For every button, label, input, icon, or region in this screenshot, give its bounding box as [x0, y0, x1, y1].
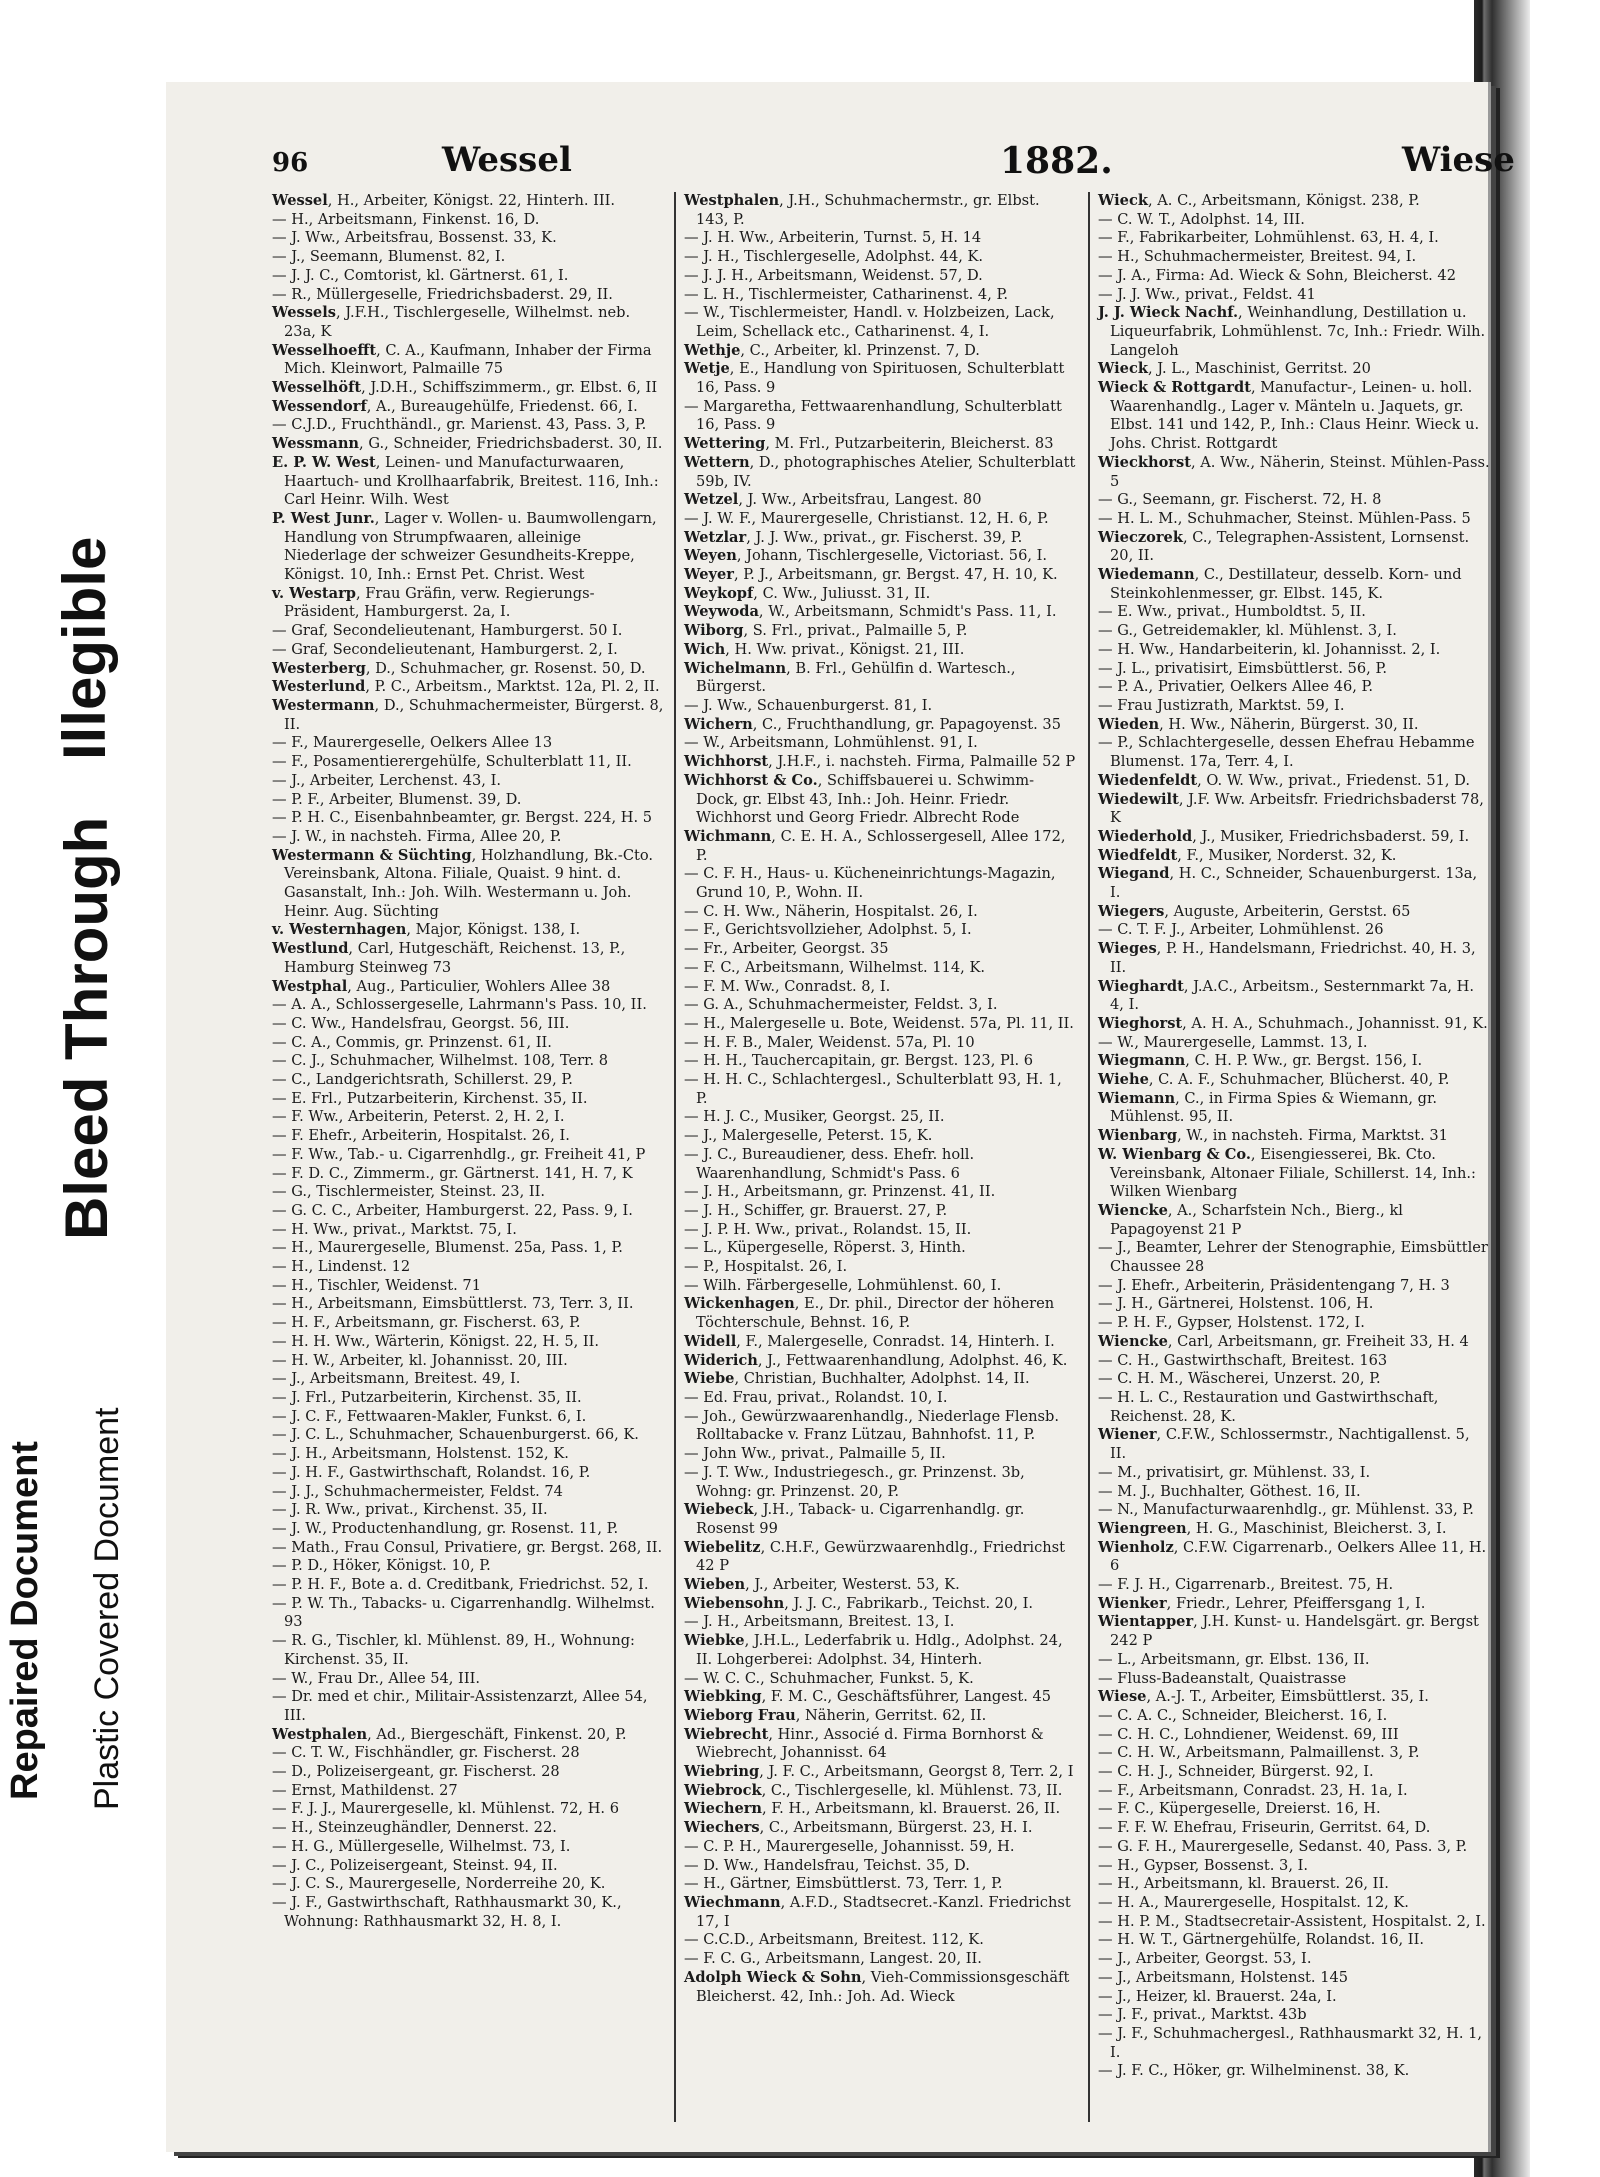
directory-entry: Wessel, H., Arbeiter, Königst. 22, Hinterh. III. [272, 192, 616, 209]
directory-entry: J. J. Wieck Nachf., Weinhandlung, Destillation u. Liqueurfabrik, Lohmühlenst. 7c, Inh.: Friedr. Wilh. Langeloh [1098, 304, 1486, 359]
directory-entry: — Fr., Arbeiter, Georgst. 35 [684, 940, 889, 958]
directory-entry: — J. C. F., Fettwaaren-Makler, Funkst. 6, I. [272, 1407, 587, 1425]
directory-entry: Wickenhagen, E., Dr. phil., Director der höheren Töchterschule, Behnst. 16, P. [684, 1295, 1055, 1332]
directory-entry: — J. R. Ww., privat., Kirchenst. 35, II. [272, 1501, 548, 1519]
directory-entry: — J. T. Ww., Industriegesch., gr. Prinzenst. 3b, Wohng: gr. Prinzenst. 20, P. [684, 1463, 1025, 1500]
directory-entry: Wienholz, C.F.W. Cigarrenarb., Oelkers Allee 11, H. 6 [1098, 1538, 1487, 1575]
directory-entry: Wichhorst, J.H.F., i. nachsteh. Firma, Palmaille 52 P [684, 753, 1076, 771]
directory-entry: Wich, H. Ww. privat., Königst. 21, III. [684, 640, 965, 658]
directory-entry: — C. F. H., Haus- u. Kücheneinrichtungs-Magazin, Grund 10, P., Wohn. II. [684, 865, 1056, 902]
directory-entry: Wiehe, C. A. F., Schuhmacher, Blücherst. 40, P. [1098, 1071, 1450, 1089]
directory-entry: Weyen, Johann, Tischlergeselle, Victoriast. 56, I. [684, 547, 1048, 565]
directory-columns [272, 192, 1490, 2122]
directory-entry: — F., Gerichtsvollzieher, Adolphst. 5, I. [684, 921, 972, 939]
directory-entry: — J. J. Ww., privat., Feldst. 41 [1098, 285, 1316, 303]
directory-column-3 [1098, 192, 1490, 2122]
directory-entry: Wieghardt, J.A.C., Arbeitsm., Sesternmarkt 7a, H. 4, I. [1098, 977, 1475, 1014]
directory-entry: Wiebrock, C., Tischlergeselle, kl. Mühlenst. 73, II. [684, 1781, 1063, 1799]
directory-entry: Westerlund, P. C., Arbeitsm., Marktst. 12a, Pl. 2, II. [272, 678, 660, 696]
directory-entry: — Math., Frau Consul, Privatiere, gr. Bergst. 268, II. [272, 1538, 663, 1556]
directory-entry: Wiebeck, J.H., Taback- u. Cigarrenhandlg. gr. Rosenst 99 [684, 1501, 1025, 1537]
directory-entry: — P. H. F., Gypser, Holstenst. 172, I. [1098, 1314, 1365, 1332]
directory-entry: — H., Gypser, Bossenst. 3, I. [1098, 1856, 1309, 1874]
directory-entry: — J. F., Schuhmachergesl., Rathhausmarkt 32, H. 1, I. [1098, 2024, 1483, 2061]
directory-entry: — H. H. C., Schlachtergesl., Schulterblatt 93, H. 1, P. [684, 1071, 1062, 1107]
directory-entry: Wienbarg, W., in nachsteh. Firma, Marktst. 31 [1098, 1127, 1448, 1145]
directory-entry: — J. L., privatisirt, Eimsbüttlerst. 56, P. [1098, 659, 1387, 677]
directory-entry: Wiener, C.F.W., Schlossermstr., Nachtigallenst. 5, II. [1098, 1426, 1470, 1463]
directory-entry: — F. J. J., Maurergeselle, kl. Mühlenst. 72, H. 6 [272, 1800, 619, 1818]
directory-entry: Wiebking, F. M. C., Geschäftsführer, Langest. 45 [684, 1688, 1052, 1706]
directory-entry: Wieckhorst, A. Ww., Näherin, Steinst. Mühlen-Pass. 5 [1098, 453, 1490, 490]
directory-entry: Wieck, A. C., Arbeitsmann, Königst. 238, P. [1098, 192, 1420, 209]
directory-entry: — G. A., Schuhmachermeister, Feldst. 3, I. [684, 996, 998, 1014]
directory-entry: Wesselhöft, J.D.H., Schiffszimmerm., gr. Elbst. 6, II [272, 379, 658, 397]
directory-entry: — C. T. F. J., Arbeiter, Lohmühlenst. 26 [1098, 921, 1384, 939]
directory-entry: — C. J., Schuhmacher, Wilhelmst. 108, Terr. 8 [272, 1052, 609, 1070]
directory-entry: — J. W., in nachsteh. Firma, Allee 20, P. [272, 827, 562, 845]
directory-entry: — C. T. W., Fischhändler, gr. Fischerst. 28 [272, 1744, 580, 1762]
directory-entry: — H. P. M., Stadtsecretair-Assistent, Hospitalst. 2, I. [1098, 1912, 1486, 1930]
directory-entry: Wiechern, F. H., Arbeitsmann, kl. Brauerst. 26, II. [684, 1800, 1061, 1818]
directory-entry: — J. H., Tischlergeselle, Adolphst. 44, K. [684, 248, 984, 266]
directory-entry: — P. A., Privatier, Oelkers Allee 46, P. [1098, 678, 1374, 696]
directory-entry: — F. J. H., Cigarrenarb., Breitest. 75, H. [1098, 1576, 1394, 1594]
directory-entry: Wiebke, J.H.L., Lederfabrik u. Hdlg., Adolphst. 24, II. Lohgerberei: Adolphst. 34, Hinterh. [684, 1632, 1063, 1668]
directory-entry: — H., Arbeitsmann, Finkenst. 16, D. [272, 210, 540, 228]
directory-entry: — E. Ww., privat., Humboldtst. 5, II. [1098, 603, 1366, 621]
directory-entry: — W., Maurergeselle, Lammst. 13, I. [1098, 1033, 1368, 1051]
directory-entry: — J., Seemann, Blumenst. 82, I. [272, 248, 506, 266]
directory-entry: Wiengreen, H. G., Maschinist, Bleicherst. 3, I. [1098, 1519, 1447, 1537]
directory-entry: — F. C. G., Arbeitsmann, Langest. 20, II. [684, 1950, 982, 1968]
directory-entry: — C. H. W., Arbeitsmann, Palmaillenst. 3, P. [1098, 1744, 1420, 1762]
directory-entry: Wettering, M. Frl., Putzarbeiterin, Bleicherst. 83 [684, 435, 1054, 453]
directory-entry: — P. D., Höker, Königst. 10, P. [272, 1557, 491, 1575]
directory-entry: — F., Posamentierergehülfe, Schulterblatt 11, II. [272, 753, 632, 771]
directory-entry: — H., Gärtner, Eimsbüttlerst. 73, Terr. 1, P. [684, 1875, 1003, 1893]
directory-entry: — F. Ehefr., Arbeiterin, Hospitalst. 26, I. [272, 1127, 570, 1145]
directory-entry: — Fluss-Badeanstalt, Quaistrasse [1098, 1669, 1347, 1687]
directory-entry: — J. J., Schuhmachermeister, Feldst. 74 [272, 1482, 563, 1500]
directory-entry: Wesselhoefft, C. A., Kaufmann, Inhaber der Firma Mich. Kleinwort, Palmaille 75 [272, 341, 652, 378]
directory-entry: — H. H. Ww., Wärterin, Königst. 22, H. 5, II. [272, 1332, 600, 1350]
directory-entry: — C. H. M., Wäscherei, Unzerst. 20, P. [1098, 1370, 1381, 1388]
directory-entry: — H. W., Arbeiter, kl. Johannisst. 20, III. [272, 1351, 568, 1369]
directory-entry: — N., Manufacturwaarenhdlg., gr. Mühlenst. 33, P. [1098, 1501, 1474, 1519]
directory-entry: — J. W. F., Maurergeselle, Christianst. 12, H. 6, P. [684, 509, 1049, 527]
directory-entry: Wiechers, C., Arbeitsmann, Bürgerst. 23, H. I. [684, 1819, 1033, 1837]
directory-entry: v. Westarp, Frau Gräfin, verw. Regierungs-Präsident, Hamburgerst. 2a, I. [272, 584, 595, 621]
directory-entry: — J. C., Bureaudiener, dess. Ehefr. holl. Waarenhandlung, Schmidt's Pass. 6 [684, 1145, 975, 1182]
directory-entry: Wiencke, Carl, Arbeitsmann, gr. Freiheit 33, H. 4 [1098, 1332, 1469, 1350]
directory-entry: — J. F. C., Höker, gr. Wilhelminenst. 38, K. [1098, 2062, 1410, 2080]
directory-entry: — W., Arbeitsmann, Lohmühlenst. 91, I. [684, 734, 978, 752]
directory-entry: — L., Arbeitsmann, gr. Elbst. 136, II. [1098, 1650, 1370, 1668]
column-divider [674, 192, 676, 2122]
directory-entry: Wettern, D., photographisches Atelier, Schulterblatt 59b, IV. [684, 453, 1076, 490]
directory-entry: — J. Ww., Schauenburgerst. 81, I. [684, 696, 933, 714]
directory-entry: — J. C., Polizeisergeant, Steinst. 94, II. [272, 1856, 558, 1874]
directory-entry: — J. H., Schiffer, gr. Brauerst. 27, P. [684, 1201, 948, 1219]
directory-entry: — J. H., Arbeitsmann, Breitest. 13, I. [684, 1613, 955, 1631]
directory-entry: Wiegers, Auguste, Arbeiterin, Gerstst. 65 [1098, 902, 1411, 920]
directory-entry: — H., Maurergeselle, Blumenst. 25a, Pass. 1, P. [272, 1239, 623, 1257]
directory-entry: Wiemann, C., in Firma Spies & Wiemann, gr. Mühlenst. 95, II. [1098, 1089, 1438, 1126]
directory-entry: Wessels, J.F.H., Tischlergeselle, Wilhelmst. neb. 23a, K [272, 304, 631, 340]
directory-entry: Wiebe, Christian, Buchhalter, Adolphst. 14, II. [684, 1370, 1030, 1388]
directory-entry: Wiborg, S. Frl., privat., Palmaille 5, P. [684, 622, 968, 640]
directory-entry: Wiebring, J. F. C., Arbeitsmann, Georgst 8, Terr. 2, I [684, 1763, 1074, 1781]
directory-entry: Wiencke, A., Scharfstein Nch., Bierg., kl Papagoyenst 21 P [1098, 1201, 1403, 1238]
directory-entry: Wieghorst, A. H. A., Schuhmach., Johannisst. 91, K. [1098, 1014, 1488, 1032]
directory-entry: — C. W. T., Adolphst. 14, III. [1098, 210, 1305, 228]
directory-entry: — G., Tischlermeister, Steinst. 23, II. [272, 1183, 546, 1201]
directory-entry: Wiebensohn, J. J. C., Fabrikarb., Teichst. 20, I. [684, 1594, 1034, 1612]
directory-entry: Westphal, Aug., Particulier, Wohlers Allee 38 [272, 977, 611, 995]
directory-entry: — H. J. C., Musiker, Georgst. 25, II. [684, 1108, 945, 1126]
directory-entry: Westermann & Süchting, Holzhandlung, Bk.-Cto. Vereinsbank, Altona. Filiale, Quaist. 9 hint. d. Gasanstalt, Inh.: Joh. Wilh. Westermann u. Joh. Heinr. Aug. Süchting [272, 846, 654, 920]
directory-column-1 [272, 192, 664, 2122]
directory-entry: Wessendorf, A., Bureaugehülfe, Friedenst. 66, I. [272, 397, 638, 415]
directory-entry: — J., Arbeitsmann, Holstenst. 145 [1098, 1968, 1349, 1986]
directory-entry: — Joh., Gewürzwaarenhandlg., Niederlage Flensb. Rolltabacke v. Franz Lützau, Bahnhofst. 11, P. [684, 1407, 1060, 1444]
directory-entry: Wethje, C., Arbeiter, kl. Prinzenst. 7, D. [684, 341, 980, 359]
label-illegible: Illegible [51, 536, 118, 760]
directory-entry: — J., Arbeiter, Lerchenst. 43, I. [272, 771, 501, 789]
directory-entry: — J. A., Firma: Ad. Wieck & Sohn, Bleicherst. 42 [1098, 266, 1456, 284]
directory-entry: — C.C.D., Arbeitsmann, Breitest. 112, K. [684, 1931, 984, 1949]
directory-entry: — Wilh. Färbergeselle, Lohmühlenst. 60, I. [684, 1276, 1002, 1294]
directory-entry: Wichmann, C. E. H. A., Schlossergesell, Allee 172, P. [684, 827, 1066, 864]
directory-entry: — F. F. W. Ehefrau, Friseurin, Gerritst. 64, D. [1098, 1819, 1431, 1837]
header-left-word: Wessel [442, 140, 572, 180]
directory-entry: Wiebrecht, Hinr., Associé d. Firma Bornhorst & Wiebrecht, Johannisst. 64 [684, 1725, 1044, 1762]
directory-entry: Adolph Wieck & Sohn, Vieh-Commissionsgeschäft Bleicherst. 42, Inh.: Joh. Ad. Wieck [684, 1968, 1070, 2005]
directory-entry: Wieck & Rottgardt, Manufactur-, Leinen- u. holl. Waarenhandlg., Lager v. Mänteln u. Jaquets, gr. Elbst. 141 und 142, P., Inh.: Claus Heinr. Wieck u. Johs. Christ. Rottgardt [1098, 379, 1480, 453]
directory-entry: — John Ww., privat., Palmaille 5, II. [684, 1445, 946, 1463]
directory-entry: — H., Schuhmachermeister, Breitest. 94, I. [1098, 248, 1417, 266]
directory-entry: — C.J.D., Fruchthändl., gr. Marienst. 43, Pass. 3, P. [272, 416, 647, 434]
directory-entry: — J. C. L., Schuhmacher, Schauenburgerst. 66, K. [272, 1426, 639, 1444]
directory-entry: — H., Malergeselle u. Bote, Weidenst. 57a, Pl. 11, II. [684, 1014, 1074, 1032]
directory-entry: Westphalen, J.H., Schuhmachermstr., gr. Elbst. 143, P. [684, 192, 1040, 228]
directory-entry: — C. Ww., Handelsfrau, Georgst. 56, III. [272, 1014, 570, 1032]
header-right-word: Wiese [1402, 140, 1515, 180]
directory-entry: — J. H. F., Gastwirthschaft, Rolandst. 16, P. [272, 1463, 591, 1481]
directory-entry: — R., Müllergeselle, Friedrichsbaderst. 29, II. [272, 285, 613, 303]
directory-entry: Wiegand, H. C., Schneider, Schauenburgerst. 13a, I. [1098, 865, 1478, 902]
directory-entry: — J., Arbeiter, Georgst. 53, I. [1098, 1950, 1312, 1968]
directory-entry: — W., Tischlermeister, Handl. v. Holzbeizen, Lack, Leim, Schellack etc., Catharinenst. 4, I. [684, 304, 1055, 340]
scanned-page [166, 82, 1515, 2152]
directory-entry: — E. Frl., Putzarbeiterin, Kirchenst. 35, II. [272, 1089, 588, 1107]
directory-entry: — F. M. Ww., Conradst. 8, I. [684, 977, 891, 995]
directory-entry: — Frau Justizrath, Marktst. 59, I. [1098, 696, 1345, 714]
directory-entry: — F. Ww., Arbeiterin, Peterst. 2, H. 2, I. [272, 1108, 565, 1126]
directory-entry: Westerberg, D., Schuhmacher, gr. Rosenst. 50, D. [272, 659, 646, 677]
directory-entry: — W., Frau Dr., Allee 54, III. [272, 1669, 480, 1687]
directory-entry: Wichern, C., Fruchthandlung, gr. Papagoyenst. 35 [684, 715, 1061, 733]
header-year: 1882. [1000, 140, 1113, 182]
directory-entry: Wiechmann, A.F.D., Stadtsecret.-Kanzl. Friedrichst 17, I [684, 1893, 1071, 1930]
directory-entry: W. Wienbarg & Co., Eisengiesserei, Bk. Cto. Vereinsbank, Altonaer Filiale, Schillerst. 14, Inh.: Wilken Wienbarg [1098, 1145, 1476, 1201]
directory-entry: — C. P. H., Maurergeselle, Johannisst. 59, H. [684, 1837, 1015, 1855]
directory-entry: — F., Maurergeselle, Oelkers Allee 13 [272, 734, 553, 752]
directory-entry: — C. A., Commis, gr. Prinzenst. 61, II. [272, 1033, 552, 1051]
directory-entry: P. West Junr., Lager v. Wollen- u. Baumwollengarn, Handlung von Strumpfwaaren, alleinige Niederlage der schweizer Gesundheits-Kreppe, Königst. 10, Inh.: Ernst Pet. Christ. West [272, 509, 657, 584]
directory-entry: — L. H., Tischlermeister, Catharinenst. 4, P. [684, 285, 1008, 303]
directory-entry: — C. H. Ww., Näherin, Hospitalst. 26, I. [684, 902, 978, 920]
directory-entry: — J. W., Productenhandlung, gr. Rosenst. 11, P. [272, 1519, 619, 1537]
directory-entry: — H., Tischler, Weidenst. 71 [272, 1276, 481, 1294]
directory-entry: E. P. W. West, Leinen- und Manufacturwaaren, Haartuch- und Krollhaarfabrik, Breitest. 116, Inh.: Carl Heinr. Wilh. West [272, 453, 659, 509]
directory-entry: — A. A., Schlossergeselle, Lahrmann's Pass. 10, II. [272, 996, 647, 1014]
directory-entry: — F. C., Arbeitsmann, Wilhelmst. 114, K. [684, 958, 985, 976]
directory-entry: — D. Ww., Handelsfrau, Teichst. 35, D. [684, 1856, 970, 1874]
directory-entry: — H., Steinzeughändler, Dennerst. 22. [272, 1819, 557, 1837]
directory-entry: — R. G., Tischler, kl. Mühlenst. 89, H., Wohnung: Kirchenst. 35, II. [272, 1632, 635, 1668]
directory-entry: — J., Malergeselle, Peterst. 15, K. [684, 1127, 933, 1145]
directory-entry: — H. L. C., Restauration und Gastwirthschaft, Reichenst. 28, K. [1098, 1389, 1439, 1425]
page-number: 96 [272, 148, 309, 178]
label-bleed-through: Bleed Through [53, 816, 120, 1240]
directory-entry: — J. H., Gärtnerei, Holstenst. 106, H. [1098, 1295, 1374, 1313]
directory-entry: — L., Küpergeselle, Röperst. 3, Hinth. [684, 1239, 966, 1257]
directory-entry: Wieborg Frau, Näherin, Gerritst. 62, II. [684, 1706, 987, 1724]
directory-entry: Wiederhold, J., Musiker, Friedrichsbaderst. 59, I. [1098, 827, 1470, 845]
directory-entry: — Graf, Secondelieutenant, Hamburgerst. 2, I. [272, 640, 618, 658]
directory-entry: — G., Getreidemakler, kl. Mühlenst. 3, I. [1098, 622, 1397, 640]
directory-entry: — G. C. C., Arbeiter, Hamburgerst. 22, Pass. 9, I. [272, 1201, 633, 1219]
directory-entry: Widell, F., Malergeselle, Conradst. 14, Hinterh. I. [684, 1332, 1055, 1350]
side-labels [0, 0, 150, 2177]
directory-entry: — C. H. J., Schneider, Bürgerst. 92, I. [1098, 1763, 1374, 1781]
directory-entry: — H., Lindenst. 12 [272, 1258, 411, 1276]
directory-entry: Wiegmann, C. H. P. Ww., gr. Bergst. 156, I. [1098, 1052, 1423, 1070]
directory-entry: — J. C. S., Maurergeselle, Norderreihe 20, K. [272, 1875, 606, 1893]
directory-entry: — Dr. med et chir., Militair-Assistenzarzt, Allee 54, III. [272, 1688, 648, 1724]
directory-entry: Wieges, P. H., Handelsmann, Friedrichst. 40, H. 3, II. [1098, 940, 1476, 976]
directory-entry: Wichhorst & Co., Schiffsbauerei u. Schwimm-Dock, gr. Elbst 43, Inh.: Joh. Heinr. Friedr. Wichhorst und Georg Friedr. Albrecht Rode [684, 771, 1035, 827]
directory-entry: — H. L. M., Schuhmacher, Steinst. Mühlen-Pass. 5 [1098, 509, 1471, 527]
directory-entry: Westphalen, Ad., Biergeschäft, Finkenst. 20, P. [272, 1725, 627, 1743]
directory-entry: — C., Landgerichtsrath, Schillerst. 29, P. [272, 1071, 573, 1089]
directory-entry: Wessmann, G., Schneider, Friedrichsbaderst. 30, II. [272, 435, 663, 453]
column-divider [1088, 192, 1090, 2122]
directory-entry: — J. Frl., Putzarbeiterin, Kirchenst. 35, II. [272, 1389, 582, 1406]
directory-entry: — Margaretha, Fettwaarenhandlung, Schulterblatt 16, Pass. 9 [684, 397, 1062, 434]
directory-entry: — J. F., Gastwirthschaft, Rathhausmarkt 30, K., Wohnung: Rathhausmarkt 32, H. 8, I. [272, 1893, 622, 1930]
directory-entry: Wiese, A.-J. T., Arbeiter, Eimsbüttlerst. 35, I. [1098, 1688, 1429, 1706]
directory-entry: — F., Fabrikarbeiter, Lohmühlenst. 63, H. 4, I. [1098, 229, 1439, 247]
directory-entry: — J. J. C., Comtorist, kl. Gärtnerst. 61, I. [272, 266, 569, 284]
directory-entry: — P. F., Arbeiter, Blumenst. 39, D. [272, 790, 522, 808]
directory-entry: Wieden, H. Ww., Näherin, Bürgerst. 30, II. [1098, 715, 1419, 733]
directory-entry: — J., Heizer, kl. Brauerst. 24a, I. [1098, 1987, 1337, 2005]
directory-entry: — J. H., Arbeitsmann, gr. Prinzenst. 41, II. [684, 1183, 996, 1201]
directory-entry: — J. H., Arbeitsmann, Holstenst. 152, K. [272, 1445, 569, 1463]
directory-entry: — J. J. H., Arbeitsmann, Weidenst. 57, D. [684, 266, 983, 284]
directory-entry: — M. J., Buchhalter, Göthest. 16, II. [1098, 1482, 1361, 1500]
directory-entry: — D., Polizeisergeant, gr. Fischerst. 28 [272, 1763, 560, 1781]
directory-entry: Wieben, J., Arbeiter, Westerst. 53, K. [684, 1576, 960, 1594]
directory-entry: — P. W. Th., Tabacks- u. Cigarrenhandlg. Wilhelmst. 93 [272, 1594, 655, 1631]
directory-entry: — H. H., Tauchercapitain, gr. Bergst. 123, Pl. 6 [684, 1052, 1034, 1070]
directory-entry: — H. Ww., Handarbeiterin, kl. Johannisst. 2, I. [1098, 640, 1441, 658]
directory-entry: Widerich, J., Fettwaarenhandlung, Adolphst. 46, K. [684, 1351, 1068, 1369]
directory-entry: Wiedenfeldt, O. W. Ww., privat., Friedenst. 51, D. [1098, 771, 1470, 789]
directory-entry: — H. W. T., Gärtnergehülfe, Rolandst. 16, II. [1098, 1931, 1424, 1949]
directory-entry: v. Westernhagen, Major, Königst. 138, I. [272, 921, 581, 939]
directory-entry: Westermann, D., Schuhmachermeister, Bürgerst. 8, II. [272, 696, 664, 733]
directory-entry: — F. C., Küpergeselle, Dreierst. 16, H. [1098, 1800, 1381, 1818]
directory-entry: — H., Arbeitsmann, kl. Brauerst. 26, II. [1098, 1875, 1389, 1893]
directory-entry: — J. Ehefr., Arbeiterin, Präsidentengang 7, H. 3 [1098, 1276, 1450, 1294]
directory-entry: — Ed. Frau, privat., Rolandst. 10, I. [684, 1389, 948, 1406]
directory-entry: — P. H. F., Bote a. d. Creditbank, Friedrichst. 52, I. [272, 1576, 649, 1594]
label-repaired-document: Repaired Document [4, 1441, 46, 1800]
directory-entry: — C. H. C., Lohndiener, Weidenst. 69, III [1098, 1725, 1399, 1743]
directory-entry: Wiedfeldt, F., Musiker, Norderst. 32, K. [1098, 846, 1397, 864]
directory-entry: — P., Schlachtergeselle, dessen Ehefrau Hebamme Blumenst. 17a, Terr. 4, I. [1098, 734, 1475, 771]
directory-entry: — H. F. B., Maler, Weidenst. 57a, Pl. 10 [684, 1033, 975, 1051]
directory-entry: — W. C. C., Schuhmacher, Funkst. 5, K. [684, 1669, 974, 1687]
directory-entry: — J. Ww., Arbeitsfrau, Bossenst. 33, K. [272, 229, 557, 247]
directory-entry: — G., Seemann, gr. Fischerst. 72, H. 8 [1098, 491, 1382, 509]
directory-entry: Wiedewilt, J.F. Ww. Arbeitsfr. Friedrichsbaderst 78, K [1098, 790, 1484, 827]
directory-entry: — H., Arbeitsmann, Eimsbüttlerst. 73, Terr. 3, II. [272, 1295, 634, 1313]
directory-entry: — J. H. Ww., Arbeiterin, Turnst. 5, H. 14 [684, 229, 982, 247]
directory-entry: Weywoda, W., Arbeitsmann, Schmidt's Pass. 11, I. [684, 603, 1057, 621]
directory-entry: Wiebelitz, C.H.F., Gewürzwaarenhdlg., Friedrichst 42 P [684, 1538, 1066, 1575]
directory-entry: Wieck, J. L., Maschinist, Gerritst. 20 [1098, 360, 1371, 378]
directory-entry: — P. H. C., Eisenbahnbeamter, gr. Bergst. 224, H. 5 [272, 809, 653, 827]
directory-entry: — F., Arbeitsmann, Conradst. 23, H. 1a, I. [1098, 1781, 1408, 1799]
directory-entry: Wiedemann, C., Destillateur, desselb. Korn- und Steinkohlenmesser, gr. Elbst. 145, K. [1098, 566, 1462, 602]
page-header [166, 140, 1515, 192]
directory-entry: — C. H., Gastwirthschaft, Breitest. 163 [1098, 1351, 1388, 1369]
directory-entry: — C. A. C., Schneider, Bleicherst. 16, I. [1098, 1706, 1388, 1724]
directory-entry: Weyer, P. J., Arbeitsmann, gr. Bergst. 47, H. 10, K. [684, 566, 1058, 584]
directory-entry: Wetzel, J. Ww., Arbeitsfrau, Langest. 80 [684, 491, 982, 509]
directory-entry: — J., Beamter, Lehrer der Stenographie, Eimsbüttler Chaussee 28 [1098, 1239, 1488, 1276]
directory-entry: — Ernst, Mathildenst. 27 [272, 1781, 458, 1799]
label-plastic-covered: Plastic Covered Document [88, 1407, 126, 1810]
directory-entry: Wichelmann, B. Frl., Gehülfin d. Wartesch., Bürgerst. [684, 659, 1016, 696]
directory-entry: — F. Ww., Tab.- u. Cigarrenhdlg., gr. Freiheit 41, P [272, 1145, 646, 1163]
directory-entry: Westlund, Carl, Hutgeschäft, Reichenst. 13, P., Hamburg Steinweg 73 [272, 940, 626, 976]
directory-entry: Weykopf, C. Ww., Juliusst. 31, II. [684, 584, 931, 602]
directory-entry: — H. Ww., privat., Marktst. 75, I. [272, 1220, 517, 1238]
directory-entry: — J. F., privat., Marktst. 43b [1098, 2006, 1307, 2024]
directory-entry: — M., privatisirt, gr. Mühlenst. 33, I. [1098, 1463, 1371, 1481]
directory-entry: — H. A., Maurergeselle, Hospitalst. 12, K. [1098, 1893, 1409, 1911]
directory-entry: — G. F. H., Maurergeselle, Sedanst. 40, Pass. 3, P. [1098, 1837, 1468, 1855]
directory-entry: — H. G., Müllergeselle, Wilhelmst. 73, I. [272, 1837, 571, 1855]
directory-entry: — J. P. H. Ww., privat., Rolandst. 15, II. [684, 1220, 972, 1238]
directory-entry: — P., Hospitalst. 26, I. [684, 1258, 848, 1276]
directory-entry: — Graf, Secondelieutenant, Hamburgerst. 50 I. [272, 622, 623, 640]
directory-column-2 [684, 192, 1076, 2122]
directory-entry: Wetzlar, J. J. Ww., privat., gr. Fischerst. 39, P. [684, 528, 1023, 546]
directory-entry: — J., Arbeitsmann, Breitest. 49, I. [272, 1370, 521, 1388]
directory-entry: Wienker, Friedr., Lehrer, Pfeiffersgang 1, I. [1098, 1594, 1426, 1612]
page-margin [1530, 0, 1600, 2177]
directory-entry: Wieczorek, C., Telegraphen-Assistent, Lornsenst. 20, II. [1098, 528, 1470, 565]
directory-entry: — F. D. C., Zimmerm., gr. Gärtnerst. 141, H. 7, K [272, 1164, 633, 1182]
directory-entry: Wetje, E., Handlung von Spirituosen, Schulterblatt 16, Pass. 9 [684, 360, 1065, 397]
directory-entry: Wientapper, J.H. Kunst- u. Handelsgärt. gr. Bergst 242 P [1098, 1613, 1479, 1650]
directory-entry: — H. F., Arbeitsmann, gr. Fischerst. 63, P. [272, 1314, 581, 1332]
